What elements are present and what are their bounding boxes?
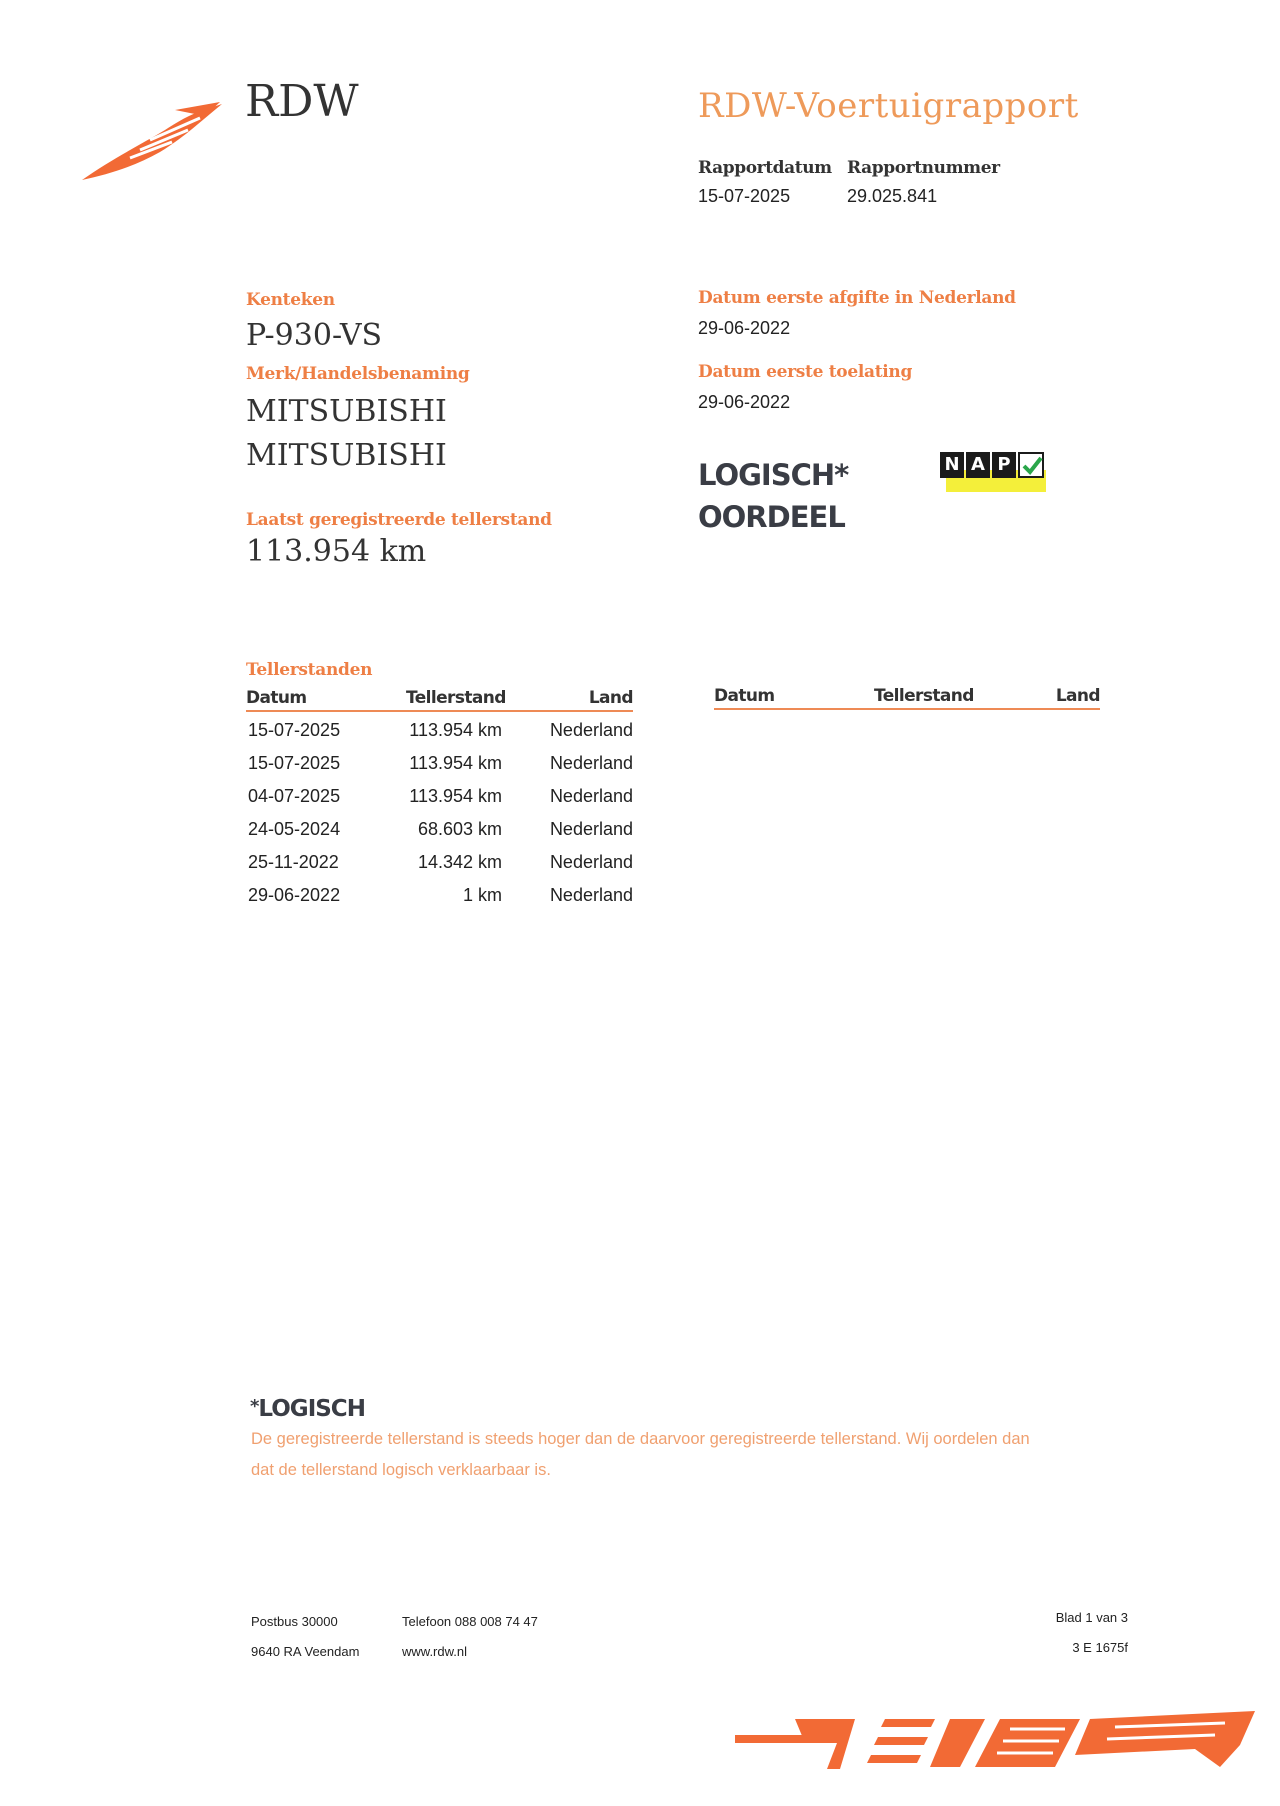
col-header-date-right: Datum: [714, 686, 775, 706]
reading-date: 29-06-2022: [248, 885, 341, 905]
note-title: [250, 1396, 365, 1422]
reading-date: 15-07-2025: [248, 720, 341, 740]
reading-country: Nederland: [549, 819, 633, 839]
footer-address1: Postbus 30000: [251, 1614, 338, 1629]
reading-value: 1 km: [462, 885, 502, 905]
footer-phone: Telefoon 088 008 74 47: [402, 1614, 538, 1629]
verdict-line1: LOGISCH*: [698, 458, 849, 492]
reading-country: Nederland: [549, 852, 633, 872]
col-header-country-right: Land: [1055, 686, 1100, 706]
plate-label: Kenteken: [246, 290, 335, 310]
nap-letter-n: N: [940, 452, 964, 478]
first-admission-label: Datum eerste toelating: [698, 362, 913, 382]
reading-value: 113.954 km: [409, 720, 502, 740]
reading-country: Nederland: [549, 885, 633, 905]
trade-name-value: MITSUBISHI: [246, 438, 447, 473]
col-header-date: Datum: [246, 688, 307, 708]
reading-date: 24-05-2024: [248, 819, 341, 839]
note-title-text: LOGISCH: [258, 1396, 365, 1422]
reading-date: 15-07-2025: [248, 753, 341, 773]
rdw-stripes-graphic: [735, 1705, 1255, 1775]
make-label: Merk/Handelsbenaming: [246, 364, 470, 384]
reading-date: 25-11-2022: [248, 852, 339, 872]
footer-website[interactable]: www.rdw.nl: [402, 1644, 468, 1659]
reading-value: 14.342 km: [417, 852, 502, 872]
note-text-line2: dat de tellerstand logisch verklaarbaar is.: [251, 1461, 551, 1479]
footer-code: 3 E 1675f: [1072, 1640, 1128, 1655]
reading-value: 68.603 km: [417, 819, 502, 839]
footer-page-number: Blad 1 van 3: [1055, 1610, 1128, 1625]
col-header-reading-right: Tellerstand: [874, 686, 974, 706]
note-asterisk: *: [250, 1396, 259, 1417]
col-header-country: Land: [588, 688, 633, 708]
footer-address2: 9640 RA Veendam: [251, 1644, 360, 1659]
first-issue-nl-label: Datum eerste afgifte in Nederland: [698, 288, 1016, 308]
nap-check-icon: [1018, 452, 1044, 478]
plate-value: P-930-VS: [246, 318, 383, 353]
report-title: RDW-Voertuigrapport: [698, 86, 1079, 126]
reading-date: 04-07-2025: [248, 786, 341, 806]
rdw-logo-icon: [80, 100, 225, 185]
report-number-label: Rapportnummer: [847, 158, 1000, 178]
reading-country: Nederland: [549, 753, 633, 773]
table-header-rule: [246, 710, 633, 712]
nap-letter-a: A: [966, 452, 990, 478]
first-issue-nl-value: 29-06-2022: [698, 318, 791, 338]
brand-name: RDW: [245, 76, 359, 127]
nap-logo: [940, 450, 1050, 495]
odometer-value: 113.954 km: [246, 534, 427, 569]
report-date-value: 15-07-2025: [698, 186, 791, 206]
odometer-label: Laatst geregistreerde tellerstand: [246, 510, 552, 530]
make-value: MITSUBISHI: [246, 394, 447, 429]
nap-letter-p: P: [992, 452, 1016, 478]
verdict-line2: OORDEEL: [698, 500, 845, 534]
reading-country: Nederland: [549, 720, 633, 740]
reading-value: 113.954 km: [409, 786, 502, 806]
report-number-value: 29.025.841: [847, 186, 938, 206]
first-admission-value: 29-06-2022: [698, 392, 791, 412]
reading-value: 113.954 km: [409, 753, 502, 773]
note-text-line1: De geregistreerde tellerstand is steeds hoger dan de daarvoor geregistreerde tellerstand. Wij oordelen dan: [251, 1430, 1030, 1448]
col-header-reading: Tellerstand: [406, 688, 506, 708]
reading-country: Nederland: [549, 786, 633, 806]
report-date-label: Rapportdatum: [698, 158, 832, 178]
readings-section-title: Tellerstanden: [246, 660, 373, 680]
table-header-rule-right: [714, 708, 1100, 710]
